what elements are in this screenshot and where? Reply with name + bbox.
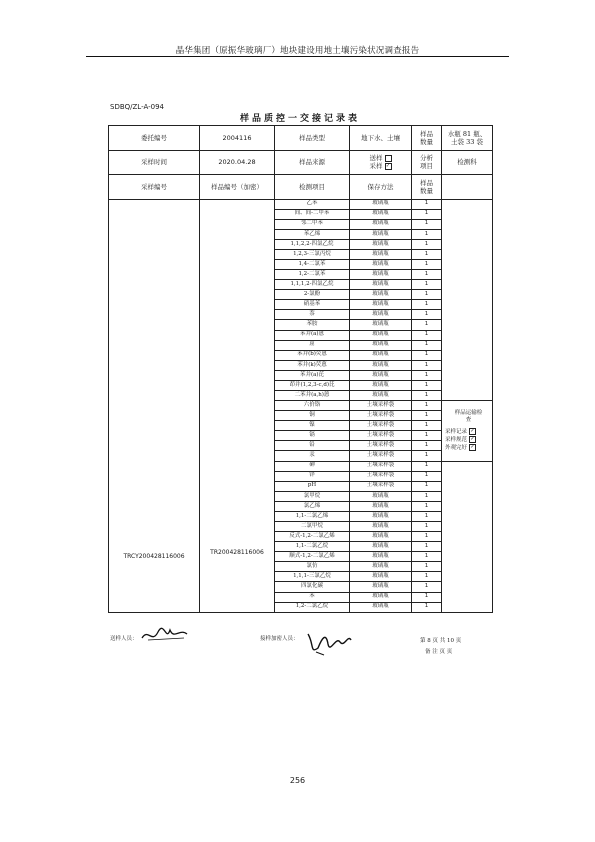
check-spec-label: 采样规范	[445, 436, 468, 443]
count-cell: 1	[412, 431, 442, 441]
check-record-checkbox[interactable]: ✓	[470, 427, 475, 434]
check-spec-checkbox[interactable]: ✓	[470, 435, 475, 442]
count-cell: 1	[412, 522, 442, 532]
count-cell: 1	[412, 501, 442, 511]
check-record-label: 采样记录	[445, 428, 468, 435]
page-count-line-2: 备 注 页 页	[425, 649, 453, 655]
label-sample-count: 样品 数量	[412, 126, 442, 151]
test-item-cell: 1,2-二氯乙烷	[275, 602, 350, 612]
label-entrust-no: 委托编号	[109, 126, 200, 151]
count-cell: 1	[412, 380, 442, 390]
test-item-cell: 二氯甲烷	[275, 522, 350, 532]
count-cell: 1	[412, 511, 442, 521]
count-cell: 1	[412, 532, 442, 542]
test-item-cell: 镉	[275, 431, 350, 441]
test-item-cell: 氯乙烯	[275, 501, 350, 511]
preserve-method-cell: 玻璃瓶	[350, 219, 412, 229]
label-remarks-empty	[442, 175, 493, 200]
test-item-cell: 1,1,2,2-四氯乙烷	[275, 239, 350, 249]
preserve-method-cell: 玻璃瓶	[350, 552, 412, 562]
preserve-method-cell: 土壤采样袋	[350, 401, 412, 411]
test-item-cell: 汞	[275, 451, 350, 461]
count-cell: 1	[412, 491, 442, 501]
table-row-column-headers	[109, 175, 493, 200]
transport-check-title-1: 样品运输检	[454, 410, 483, 417]
test-item-cell: 硝基苯	[275, 300, 350, 310]
source-send-checkbox[interactable]	[385, 155, 392, 162]
count-cell: 1	[412, 481, 442, 491]
header-rule	[86, 56, 509, 57]
transport-check-title-2: 查	[465, 416, 472, 423]
test-item-cell: 乙苯	[275, 199, 350, 209]
preserve-method-cell: 玻璃瓶	[350, 209, 412, 219]
count-cell: 1	[412, 219, 442, 229]
count-cell: 1	[412, 209, 442, 219]
value-sample-source	[350, 150, 412, 175]
count-cell: 1	[412, 280, 442, 290]
label-preserve-method: 保存方法	[350, 175, 412, 200]
count-cell: 1	[412, 360, 442, 370]
test-item-cell: 2-氯酚	[275, 290, 350, 300]
count-cell: 1	[412, 441, 442, 451]
source-collect-checkbox[interactable]: ✓	[385, 162, 391, 169]
remarks-blank-top	[442, 199, 493, 401]
value-analysis-item: 检测科	[442, 150, 493, 175]
count-cell: 1	[412, 390, 442, 400]
test-item-cell: 1,4-二氯苯	[275, 259, 350, 269]
remarks-blank-bottom	[442, 461, 493, 612]
count-cell: 1	[412, 199, 442, 209]
test-item-cell: 二苯并(a,h)蒽	[275, 390, 350, 400]
test-item-cell: 苯并(a)蒽	[275, 330, 350, 340]
preserve-method-cell: 玻璃瓶	[350, 582, 412, 592]
preserve-method-cell: 玻璃瓶	[350, 542, 412, 552]
test-item-cell: 苯胺	[275, 320, 350, 330]
sender-label: 送样人员：	[110, 636, 138, 642]
check-appearance-label: 外观完好	[445, 444, 468, 451]
receiver-signature-image	[304, 628, 354, 658]
count-cell: 1	[412, 592, 442, 602]
test-item-cell: 䓛	[275, 340, 350, 350]
page-count-line: 第 8 页 共 10 页	[420, 638, 462, 644]
form-title: 样品质控一交接记录表	[239, 114, 360, 124]
count-cell: 1	[412, 562, 442, 572]
preserve-method-cell: 土壤采样袋	[350, 441, 412, 451]
test-item-cell: 苯并(k)荧蒽	[275, 360, 350, 370]
source-collect-label: 采样	[369, 162, 383, 171]
preserve-method-cell: 玻璃瓶	[350, 602, 412, 612]
test-item-cell: 茚并(1,2,3-c,d)芘	[275, 380, 350, 390]
label-test-item: 检测项目	[275, 175, 350, 200]
test-item-cell: 1,1-二氯乙烷	[275, 542, 350, 552]
sample-no-cell: TR200428116006	[200, 199, 275, 612]
count-cell: 1	[412, 421, 442, 431]
count-cell: 1	[412, 259, 442, 269]
test-item-cell: 反式-1,2-二氯乙烯	[275, 532, 350, 542]
test-item-cell: 萘	[275, 310, 350, 320]
preserve-method-cell: 玻璃瓶	[350, 390, 412, 400]
preserve-method-cell: 玻璃瓶	[350, 310, 412, 320]
preserve-method-cell: 玻璃瓶	[350, 259, 412, 269]
count-cell: 1	[412, 542, 442, 552]
preserve-method-cell: 玻璃瓶	[350, 280, 412, 290]
count-cell: 1	[412, 461, 442, 471]
count-cell: 1	[412, 270, 442, 280]
label-sample-time: 采样时间	[109, 150, 200, 175]
preserve-method-cell: 玻璃瓶	[350, 199, 412, 209]
table-row	[109, 199, 493, 209]
qc-handover-table	[108, 125, 493, 613]
test-item-cell: 氯甲烷	[275, 491, 350, 501]
transport-check-cell	[442, 401, 493, 461]
count-cell: 1	[412, 340, 442, 350]
count-cell: 1	[412, 411, 442, 421]
value-sample-type: 地下水、土壤	[350, 126, 412, 151]
preserve-method-cell: 土壤采样袋	[350, 421, 412, 431]
count-cell: 1	[412, 239, 442, 249]
test-item-cell: 铅	[275, 441, 350, 451]
label-count: 样品 数量	[412, 175, 442, 200]
test-item-cell: 苯乙烯	[275, 229, 350, 239]
label-sampling-no: 采样编号	[109, 175, 200, 200]
test-item-cell: 锌	[275, 471, 350, 481]
test-item-cell: 1,1-二氯乙烯	[275, 511, 350, 521]
test-item-cell: 铜	[275, 411, 350, 421]
preserve-method-cell: 玻璃瓶	[350, 340, 412, 350]
form-code: SDBQ/ZL-A-094	[110, 103, 164, 111]
preserve-method-cell: 土壤采样袋	[350, 411, 412, 421]
preserve-method-cell: 玻璃瓶	[350, 532, 412, 542]
document-header-title: 晶华集团（原振华玻璃厂）地块建设用地土壤污染状况调查报告	[175, 46, 420, 56]
test-item-cell: pH	[275, 481, 350, 491]
count-cell: 1	[412, 471, 442, 481]
count-cell: 1	[412, 300, 442, 310]
preserve-method-cell: 玻璃瓶	[350, 360, 412, 370]
count-cell: 1	[412, 320, 442, 330]
preserve-method-cell: 土壤采样袋	[350, 471, 412, 481]
table-row-sample-time	[109, 150, 493, 175]
count-cell: 1	[412, 310, 442, 320]
test-item-cell: 氯仿	[275, 562, 350, 572]
preserve-method-cell: 玻璃瓶	[350, 562, 412, 572]
preserve-method-cell: 玻璃瓶	[350, 491, 412, 501]
preserve-method-cell: 土壤采样袋	[350, 481, 412, 491]
preserve-method-cell: 玻璃瓶	[350, 522, 412, 532]
test-item-cell: 间、间-二甲苯	[275, 209, 350, 219]
preserve-method-cell: 玻璃瓶	[350, 300, 412, 310]
value-sample-time: 2020.04.28	[200, 150, 275, 175]
count-cell: 1	[412, 249, 442, 259]
preserve-method-cell: 玻璃瓶	[350, 330, 412, 340]
label-analysis-item: 分析 项目	[412, 150, 442, 175]
check-appearance-checkbox[interactable]: ✓	[470, 443, 475, 450]
preserve-method-cell: 玻璃瓶	[350, 239, 412, 249]
label-sample-type: 样品类型	[275, 126, 350, 151]
label-sample-source: 样品来源	[275, 150, 350, 175]
preserve-method-cell: 玻璃瓶	[350, 249, 412, 259]
count-cell: 1	[412, 229, 442, 239]
sampling-no-cell: TRCY200428116006	[109, 199, 200, 612]
preserve-method-cell: 玻璃瓶	[350, 290, 412, 300]
test-item-cell: 苯	[275, 592, 350, 602]
preserve-method-cell: 土壤采样袋	[350, 451, 412, 461]
count-cell: 1	[412, 370, 442, 380]
count-cell: 1	[412, 602, 442, 612]
test-item-cell: 1,1,1-三氯乙烷	[275, 572, 350, 582]
count-cell: 1	[412, 290, 442, 300]
test-item-cell: 邻二甲苯	[275, 219, 350, 229]
table-row-entrust	[109, 126, 493, 151]
test-item-cell: 镍	[275, 421, 350, 431]
count-cell: 1	[412, 572, 442, 582]
count-cell: 1	[412, 350, 442, 360]
preserve-method-cell: 玻璃瓶	[350, 380, 412, 390]
preserve-method-cell: 玻璃瓶	[350, 270, 412, 280]
preserve-method-cell: 土壤采样袋	[350, 431, 412, 441]
test-item-cell: 四氯化碳	[275, 582, 350, 592]
test-item-cell: 1,1,1,2-四氯乙烷	[275, 280, 350, 290]
preserve-method-cell: 玻璃瓶	[350, 511, 412, 521]
preserve-method-cell: 玻璃瓶	[350, 229, 412, 239]
preserve-method-cell: 玻璃瓶	[350, 501, 412, 511]
preserve-method-cell: 玻璃瓶	[350, 320, 412, 330]
test-item-cell: 六价铬	[275, 401, 350, 411]
count-cell: 1	[412, 330, 442, 340]
count-cell: 1	[412, 451, 442, 461]
test-item-cell: 1,2,3-三氯丙烷	[275, 249, 350, 259]
count-cell: 1	[412, 552, 442, 562]
preserve-method-cell: 玻璃瓶	[350, 370, 412, 380]
preserve-method-cell: 玻璃瓶	[350, 572, 412, 582]
test-item-cell: 砷	[275, 461, 350, 471]
page-number: 256	[289, 776, 306, 785]
sender-signature-image	[140, 624, 190, 646]
value-sample-count: 水瓶 81 瓶、 土袋 33 袋	[442, 126, 493, 151]
source-send-label: 送样	[369, 154, 383, 163]
test-item-cell: 顺式-1,2-二氯乙烯	[275, 552, 350, 562]
test-item-cell: 苯并(a)芘	[275, 370, 350, 380]
test-item-cell: 1,2-二氯苯	[275, 270, 350, 280]
receiver-label: 接样加密人员：	[260, 636, 299, 642]
count-cell: 1	[412, 582, 442, 592]
label-sample-no-encrypted: 样品编号（加密）	[200, 175, 275, 200]
count-cell: 1	[412, 401, 442, 411]
value-entrust-no: 2004116	[200, 126, 275, 151]
preserve-method-cell: 玻璃瓶	[350, 592, 412, 602]
test-item-cell: 苯并(b)荧蒽	[275, 350, 350, 360]
preserve-method-cell: 土壤采样袋	[350, 461, 412, 471]
preserve-method-cell: 玻璃瓶	[350, 350, 412, 360]
